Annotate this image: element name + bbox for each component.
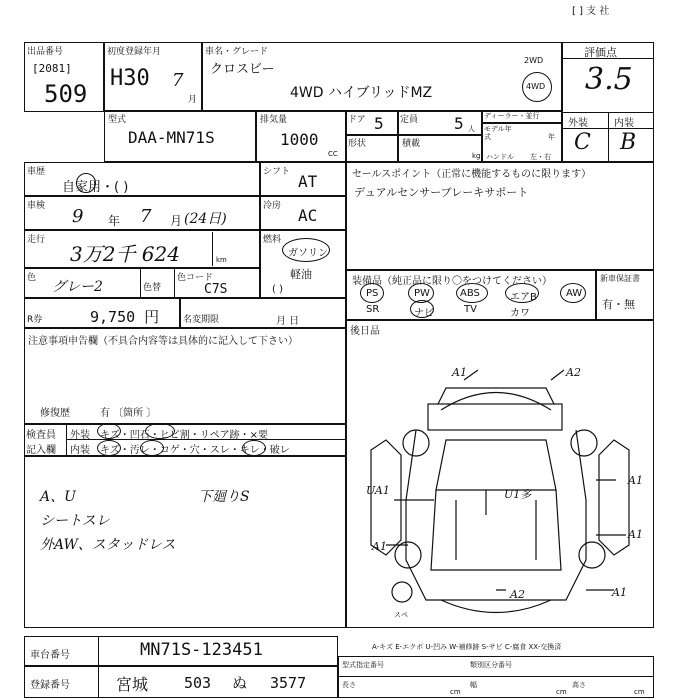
spec-model-label: 型式指定番号 [342, 661, 384, 669]
inspector-ext-items: キズ・凹石・ヒビ割・リペア跡・×要 [100, 430, 268, 441]
displacement-label: 排気量 [260, 115, 288, 125]
diagram-mark-front-right: A2 [566, 366, 581, 379]
load-label: 積載 [402, 139, 421, 149]
name-change-label: 名変期限 [183, 315, 220, 325]
diagram-mark-front-left: A1 [452, 366, 467, 379]
handle-label: ハンドル [486, 153, 514, 161]
registration-kana: ぬ [232, 674, 248, 692]
diagram-mark-spare: スペ [394, 611, 408, 619]
equip-abs: ABS [460, 288, 480, 299]
registration-class: 503 [184, 674, 212, 692]
warranty-label: 新車保証書 [600, 274, 640, 283]
first-reg-label: 初度登録年月 [107, 47, 162, 57]
inspection-month: 7 [140, 206, 152, 227]
remark-1: A、U [40, 489, 76, 505]
inspection-day: (24日) [184, 211, 227, 227]
int-score-value: B [620, 130, 637, 155]
fuel-diesel: 軽油 [290, 268, 312, 281]
diagram-mark-right-lower: A1 [628, 528, 643, 541]
spec-width-label: 幅 [470, 681, 477, 689]
lot-code: [2081] [32, 62, 72, 75]
damage-legend: A-キズ E-エクボ U-凹み W-補修跡 S-サビ C-腐食 XX-交換済 [372, 643, 562, 651]
load-unit: kg [472, 152, 481, 160]
shift-label: シフト [263, 167, 291, 177]
ac-value: AC [298, 206, 318, 225]
car-name: クロスビー [210, 62, 275, 77]
ext-score-label: 外装 [568, 118, 588, 129]
ext-score-value: C [574, 130, 591, 155]
color-change-label: 色替 [143, 283, 162, 293]
spec-width-unit: cm [556, 688, 567, 696]
inspection-year-unit: 年 [108, 214, 121, 228]
equip-airbag: エアB [510, 292, 537, 303]
equip-tv: TV [464, 304, 477, 315]
color-code-label: 色コード [177, 273, 214, 283]
capacity-label: 定員 [400, 115, 419, 125]
inspection-label: 車検 [27, 201, 46, 211]
remark-4: 下廻りS [198, 489, 250, 505]
dealer-label: ディーラー・並行 [484, 112, 540, 120]
drive-4wd: 4WD [526, 82, 546, 91]
capacity-value: 5 [454, 114, 464, 133]
notes-label: 注意事項申告欄（不具合内容等は具体的に記入して下さい） [28, 336, 298, 347]
inspector-label: 検査員 [26, 430, 56, 441]
handle-options: 左・右 [530, 153, 551, 161]
model-year-unit: 年 [548, 133, 555, 141]
model-year-label: モデル年式 [484, 125, 512, 141]
equipment-label: 装備品（純正品に限り〇をつけてください） [352, 276, 552, 287]
color-label: 色 [27, 273, 37, 283]
fuel-label: 燃料 [263, 235, 282, 245]
diagram-mark-left: UA1 [366, 484, 390, 497]
first-reg-year: H30 [110, 66, 150, 91]
displacement-value: 1000 [280, 130, 319, 149]
diagram-mark-right-upper: A1 [628, 474, 643, 487]
diagram-mark-rear: A2 [510, 588, 525, 601]
int-score-label: 内装 [614, 118, 634, 129]
doors-label: ドア [348, 115, 366, 125]
spec-length-unit: cm [450, 688, 461, 696]
warranty-value: 有・無 [602, 298, 635, 311]
remark-3: 外AW、スタッドレス [40, 537, 176, 553]
color-value: グレー2 [52, 279, 103, 295]
recycle-label: R券 [27, 315, 43, 325]
spec-height-label: 高さ [572, 681, 586, 689]
chassis-value: MN71S-123451 [140, 640, 263, 660]
shape-label: 形状 [348, 139, 367, 149]
inspector-entry-label: 記入欄 [26, 445, 56, 456]
inspection-year: 9 [72, 206, 84, 227]
remark-2: シートスレ [40, 513, 110, 529]
registration-number: 3577 [270, 674, 307, 692]
diagram-mark-left-lower: A1 [372, 540, 387, 553]
lot-number: 509 [44, 80, 88, 108]
registration-region: 宮城 [116, 675, 149, 694]
repair-history-value: 有 〔箇所 〕 [100, 408, 157, 419]
score-label: 評価点 [584, 46, 617, 59]
inspector-int: 内装 [70, 445, 90, 456]
selling-points-text: デュアルセンサーブレーキサポート [354, 186, 529, 199]
diagram-mark-rear-right: A1 [612, 586, 627, 599]
repair-history-label: 修復歴 [40, 408, 70, 419]
equip-pw: PW [414, 288, 430, 299]
doors-value: 5 [374, 114, 384, 133]
spec-length-label: 長さ [342, 681, 356, 689]
displacement-unit: CC [328, 150, 338, 158]
model-value: DAA-MN71S [128, 128, 215, 147]
inspection-month-unit: 月 [170, 214, 183, 228]
fuel-other: ( ) [272, 284, 283, 295]
equip-ps: PS [366, 288, 379, 299]
name-change-value: 月 日 [276, 316, 300, 327]
color-code: C7S [204, 282, 228, 297]
registration-label: 登録番号 [30, 680, 70, 691]
ac-label: 冷房 [263, 201, 282, 211]
equip-navi: ナビ [414, 308, 434, 319]
model-label: 型式 [108, 115, 127, 125]
equip-aw: AW [566, 288, 583, 299]
car-name-label: 車名・グレード [205, 47, 269, 57]
inspector-ext: 外装 [70, 430, 90, 441]
score-value: 3.5 [585, 62, 633, 97]
lot-label: 出品番号 [27, 47, 64, 57]
branch-mark: [ ] 支 社 [572, 6, 610, 17]
selling-points-label: セールスポイント（正常に機能するものに限ります） [352, 169, 592, 180]
usage-box [24, 162, 260, 196]
spec-class-label: 類別区分番号 [470, 661, 512, 669]
car-grade: 4WD ハイブリッドMZ [290, 85, 433, 101]
equip-sr: SR [366, 304, 380, 315]
fuel-gasoline: ガソリン [288, 248, 328, 259]
after-date-label: 後日品 [350, 326, 380, 337]
equip-leather: カワ [510, 308, 530, 319]
mileage-value: 3万2千 624 [70, 242, 180, 266]
inspector-int-items: キズ・汚レ・コゲ・穴・スレ・キレ・破レ [100, 445, 290, 456]
first-reg-month: 7 [172, 70, 184, 91]
drive-2wd: 2WD [524, 56, 544, 65]
recycle-value: 9,750 円 [90, 308, 160, 326]
spec-height-unit: cm [634, 688, 645, 696]
usage-label: 車歴 [27, 167, 46, 177]
usage-value: 自家用・( ) [62, 180, 129, 195]
diagram-mark-center: U1多 [504, 488, 532, 501]
capacity-unit: 人 [468, 125, 475, 133]
usage-private-circle [76, 173, 96, 193]
mileage-unit: km [216, 256, 227, 264]
mileage-label: 走行 [27, 235, 46, 245]
car-damage-diagram [346, 340, 654, 628]
chassis-label: 車台番号 [30, 650, 70, 661]
shift-value: AT [298, 172, 318, 191]
first-reg-month-unit: 月 [188, 95, 198, 105]
